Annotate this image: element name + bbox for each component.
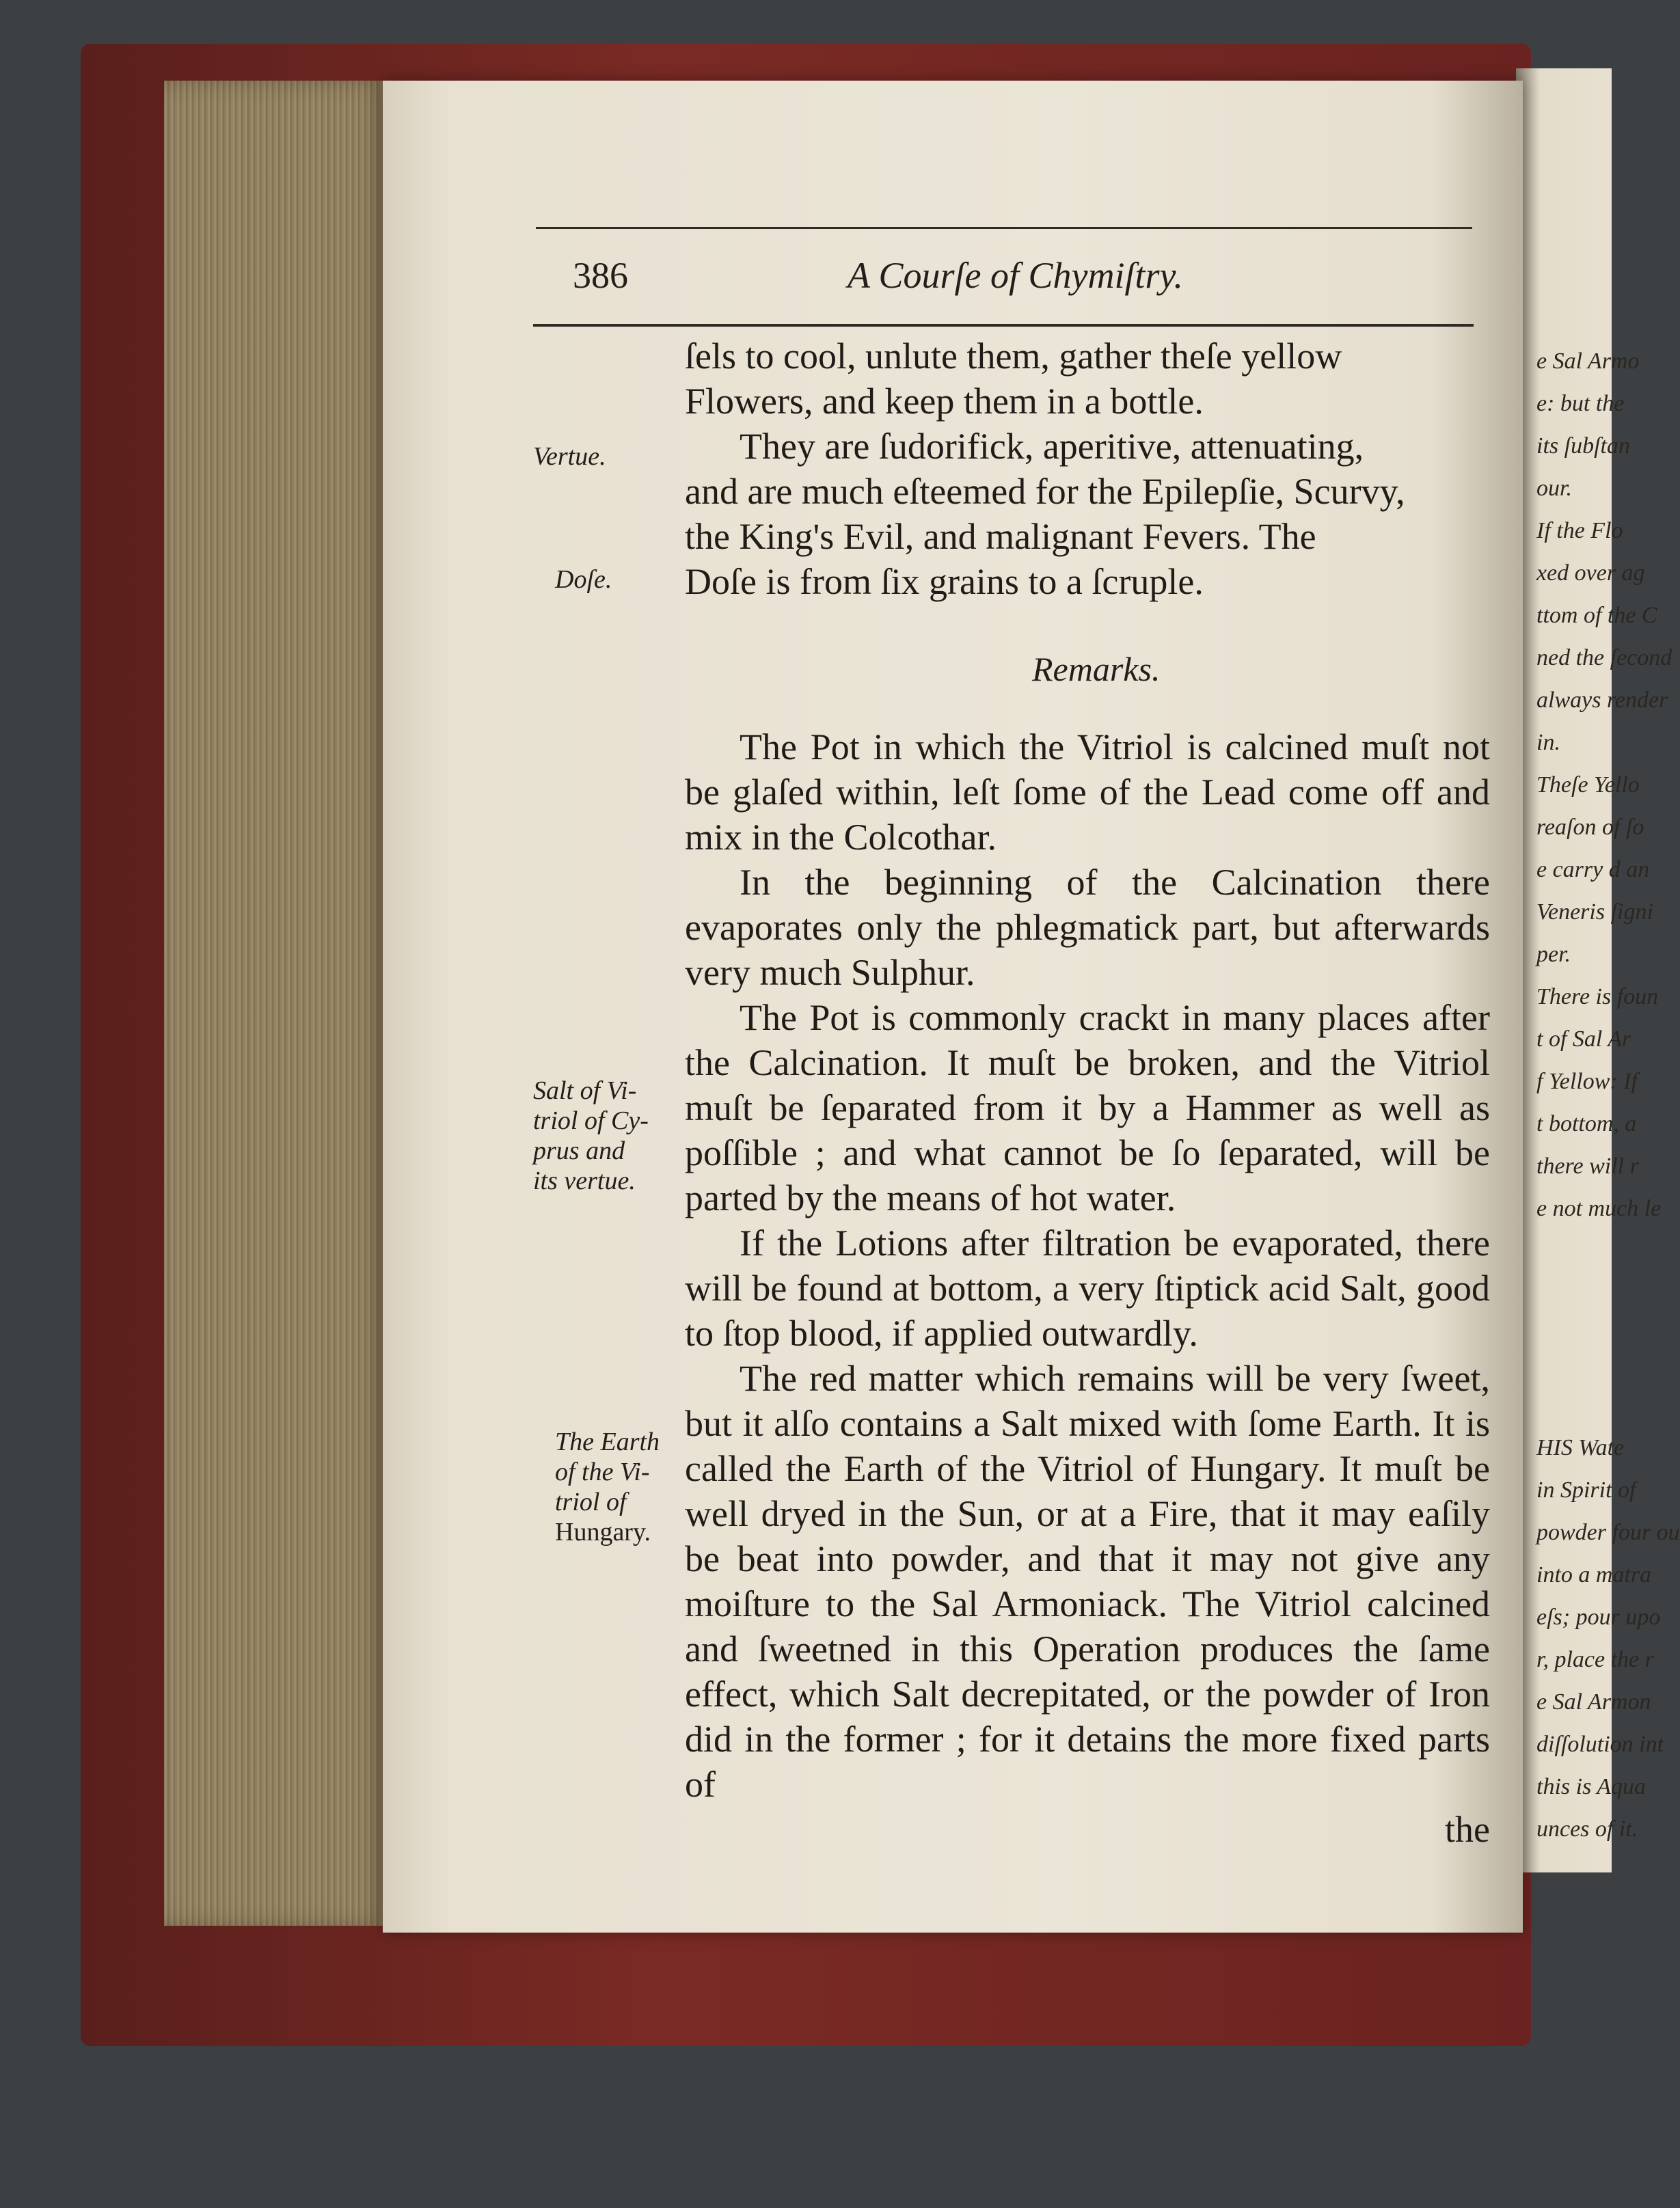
facing-page-fragment: in. — [1536, 730, 1560, 755]
running-head — [0, 254, 1608, 302]
facing-page-fragment: xed over ag — [1536, 560, 1645, 586]
text-line: Doſe is from ſix grains to a ſcruple. — [685, 561, 1204, 602]
facing-page-fragment: If the Flo — [1536, 518, 1623, 543]
catchword: the — [1445, 1809, 1490, 1850]
margin-earth-line: The Earth — [555, 1428, 660, 1456]
facing-page-fragment: unces of it. — [1536, 1816, 1638, 1842]
margin-earth-line: Hungary. — [555, 1518, 651, 1546]
margin-dose-text: Doſe. — [555, 565, 612, 594]
header-rule-top — [536, 227, 1472, 229]
margin-earth-line: triol of — [555, 1488, 627, 1516]
margin-salt-line: Salt of Vi- — [533, 1076, 637, 1105]
margin-salt-line: triol of Cy- — [533, 1106, 649, 1135]
facing-page-fragment: There is foun — [1536, 984, 1659, 1009]
facing-page-fragment: ned the ſecond — [1536, 645, 1672, 670]
paragraph: The red matter which remains will be very ſweet, but it alſo contains a Salt mixed with ſome Earth. It is called the Earth of the Vitriol of Hungary. It muſt be well dryed in the Sun, or at a Fire, that it may eaſily be beat into powder, and that it may not give any moiſture to the Sal Armoniack. The Vitriol calcined and ſweetned in this Operation produces the ſame effect, which Salt decrepitated, or the powder of Iron did in the former ; for it detains the more fixed parts of — [685, 1358, 1490, 1805]
page-number: 386 — [573, 255, 628, 296]
paragraph: The Pot in which the Vitriol is calcined muſt not be glaſed within, leſt ſome of the Lead come off and mix in the Colcothar. — [685, 726, 1490, 858]
facing-page-fragment: always render — [1536, 687, 1668, 713]
text-line: They are ſudorifick, aperitive, attenuating, — [740, 426, 1364, 467]
page-edges — [164, 81, 390, 1926]
facing-page-fragment: f Yellow: If — [1536, 1069, 1638, 1094]
facing-page-fragment: e Sal Armon — [1536, 1689, 1651, 1715]
facing-page-fragment: ttom of the C — [1536, 603, 1657, 628]
paragraph: If the Lotions after filtration be evaporated, there will be found at bottom, a very ſtiptick acid Salt, good to ſtop blood, if applied outwardly. — [685, 1223, 1490, 1354]
body-text-top — [685, 333, 1490, 604]
margin-earth-line: of the Vi- — [555, 1458, 650, 1486]
facing-page-fragment: t of Sal Ar — [1536, 1026, 1631, 1052]
facing-page-fragment: its ſubſtan — [1536, 433, 1630, 459]
paragraph: The Pot is commonly crackt in many places after the Calcination. It muſt be broken, and the Vitriol muſt be ſeparated from it by a Hammer as well as poſſible ; and what cannot be ſo ſeparated, will be parted by the means of hot water. — [685, 997, 1490, 1218]
body-text-remarks — [685, 724, 1490, 1852]
facing-page-fragment: t bottom, a — [1536, 1111, 1637, 1136]
facing-page-fragment: e carry d an — [1536, 857, 1650, 882]
facing-page-fragment: e not much le — [1536, 1196, 1662, 1221]
margin-salt-line: prus and — [533, 1136, 625, 1165]
running-title: A Courſe of Chymiſtry. — [848, 255, 1184, 296]
text-line: ſels to cool, unlute them, gather theſe yellow — [685, 336, 1342, 377]
facing-page-fragment: there will r — [1536, 1154, 1639, 1179]
facing-page-fragment: our. — [1536, 476, 1572, 501]
facing-page-fragment: e Sal Armo — [1536, 349, 1640, 374]
facing-page-fragment: this is Aqua — [1536, 1774, 1646, 1799]
margin-vertue-text: Vertue. — [533, 442, 606, 471]
header-rule-bottom — [533, 324, 1474, 327]
facing-page-fragment: reaſon of ſo — [1536, 815, 1644, 840]
remarks-heading: Remarks. — [1032, 650, 1161, 688]
facing-page-fragment: into a matra — [1536, 1562, 1652, 1587]
facing-page-fragment: Veneris ſigni — [1536, 899, 1653, 925]
facing-page-fragment: powder four ou — [1536, 1520, 1680, 1545]
facing-page-fragment: r, place the r — [1536, 1647, 1654, 1672]
margin-note-vertue — [533, 441, 690, 472]
text-line: Flowers, and keep them in a bottle. — [685, 381, 1204, 422]
facing-page-fragment: Theſe Yello — [1536, 772, 1640, 798]
facing-page-fragment: eſs; pour upo — [1536, 1605, 1661, 1630]
facing-page-fragment: e: but the — [1536, 391, 1625, 416]
facing-page-fragment: in Spirit of — [1536, 1477, 1636, 1503]
text-line: the King's Evil, and malignant Fevers. The — [685, 516, 1316, 557]
paragraph: In the beginning of the Calcination there evaporates only the phlegmatick part, but afterwards very much Sulphur. — [685, 862, 1490, 993]
margin-salt-line: its vertue. — [533, 1167, 636, 1195]
margin-note-salt — [533, 1076, 690, 1196]
text-line: and are much eſteemed for the Epilepſie, Scurvy, — [685, 471, 1405, 512]
facing-page-fragment: diſſolution int — [1536, 1732, 1664, 1757]
facing-page-edge — [1516, 68, 1680, 1872]
facing-page-fragment: per. — [1536, 942, 1571, 967]
facing-page-fragment: HIS Wate — [1536, 1435, 1625, 1460]
